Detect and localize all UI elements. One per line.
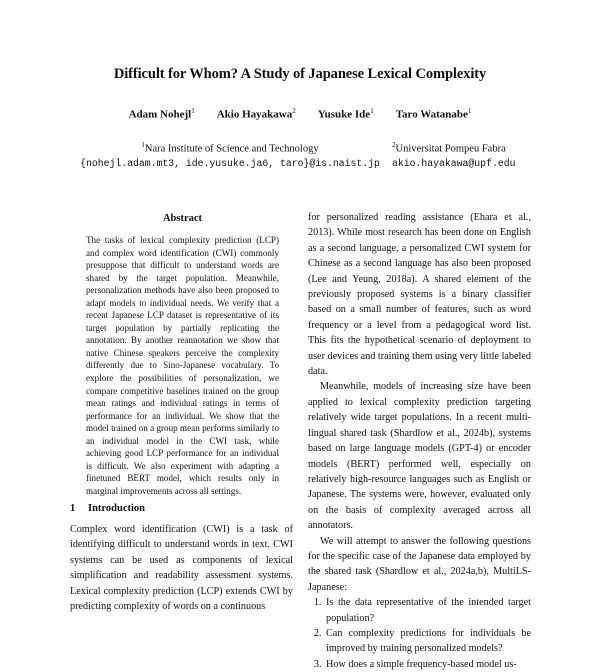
author: Yusuke Ide$^1$ [317, 107, 374, 121]
list-item: 1. Is the data representative of the intended target population? [324, 595, 531, 626]
section-number: 1 [70, 503, 76, 514]
author: Taro Watanabe$^1$ [395, 107, 472, 121]
affiliation-mark: 1 [467, 107, 472, 115]
section-title: Introduction [88, 503, 145, 514]
list-item: 2. Can complexity predictions for individuals be improved by training personalized models? [324, 626, 531, 657]
section-heading-introduction [70, 503, 145, 514]
paper-title: Difficult for Whom? A Study of Japanese Lexical Complexity [113, 66, 487, 82]
author: Akio Hayakawa$^2$ [216, 107, 296, 121]
abstract-text: The tasks of lexical complexity prediction (LCP) and complex word identification (CWI) commonly presuppose that difficult to understand words are shared by the target population. Meanwhile, personalization methods have also been proposed to adapt models to individual needs. We verify that a recent Japanese LCP dataset is representative of its target population by partially replicating the annotation. By another reannotation we show that native Chinese speakers perceive the complexity differently due to Sino-Japanese vocabulary. To explore the possibilities of personalization, we compare competitive baselines trained on the group mean ratings and individual ratings in terms of performance for an individual. We show that the model trained on a group mean performs similarly to an individual model in the CWI task, while achieving good LCP performance for an individual is difficult. We also experiment with adapting a finetuned BERT model, which results only in marginal improvements across all settings. [86, 235, 279, 496]
affiliation-name: Universitat Pompeu Fabra [395, 143, 506, 155]
abstract-heading: Abstract [162, 213, 203, 224]
paragraph: for personalized reading assistance (Ehara et al., 2013). While most research has been done on English as a second language, a personalized CWI system for Chinese as a second language has also been proposed (Lee and Yeung, 2018a). A shared element of the previously proposed systems is a binary classifier based on a small number of features, such as word frequency or a level from a pedagogical word list. This fits the hypothetical scenario of deployment to user devices and training them using very little labeled data. [308, 212, 531, 378]
affiliation-email: akio.hayakawa@upf.edu [392, 157, 516, 169]
paragraph: We will attempt to answer the following questions for the specific case of the Japanese data employed by the shared task (Shardlow et al., 2024a,b), MultiLS-Japanese: [308, 535, 531, 593]
affiliation-name: Nara Institute of Science and Technology [144, 143, 319, 155]
author: Adam Nohejl$^1$ [128, 107, 195, 121]
affiliation-1: $^1$Nara Institute of Science and Technology {nohejl.adam.mt3, ide.yusuke.ja6, taro}@is.naist.jp [80, 141, 380, 169]
right-column [308, 210, 531, 672]
affiliation-mark: 1 [191, 107, 195, 115]
intro-paragraph: Complex word identification (CWI) is a task of identifying difficult to understand words in text. CWI systems can be used as components of lexical simplification and readability assessment systems. Lexical complexity prediction (LCP) extends CWI by predicting complexity of words on a continuous [70, 524, 293, 613]
author-list [0, 107, 600, 121]
affiliation-mark: 1 [370, 107, 374, 115]
affiliation-2: $^2$Universitat Pompeu Fabra akio.hayakawa@upf.edu [392, 138, 532, 171]
affiliation-email: {nohejl.adam.mt3, ide.yusuke.ja6, taro}@is.naist.jp [80, 157, 380, 169]
research-questions-list [308, 595, 531, 672]
affiliation-mark: 2 [292, 107, 296, 115]
list-item: 3. How does a simple frequency-based model us- [324, 657, 531, 672]
paragraph: Meanwhile, models of increasing size have been applied to lexical complexity prediction targeting relatively wide target populations. In a recent multi-lingual shared task (Shardlow et al., 2024b), systems based on large language models (GPT-4) or encoder models (BERT) performed well, especially on relatively high-resource languages such as English or Japanese. The systems were, however, evaluated only on the basis of complexity averaged across all annotators. [308, 381, 531, 532]
